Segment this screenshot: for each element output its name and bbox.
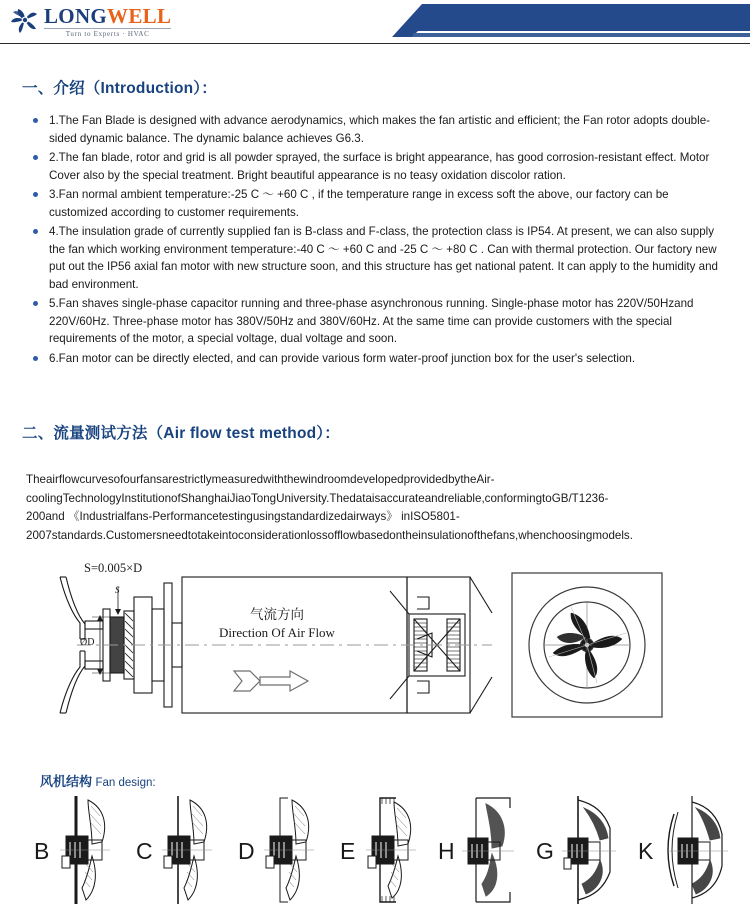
- airflow-diagram: [22, 561, 728, 731]
- banner-stripe-lower: [392, 33, 750, 37]
- fan-design-item-e[interactable]: [338, 794, 438, 909]
- list-item: 6.Fan motor can be directly elected, and can provide various form water-proof junction box for the user's selection.: [32, 350, 728, 368]
- fan-design-letter: B: [34, 838, 50, 864]
- fan-profile-c-icon: [160, 794, 234, 906]
- fan-design-letter: H: [438, 838, 455, 864]
- airflow-label-en: Direction Of Air Flow: [219, 625, 335, 640]
- gap-formula-label: S=0.005×D: [84, 561, 143, 575]
- fan-profile-b-icon: [58, 794, 132, 906]
- airflow-heading: 二、流量测试方法（Air flow test method）：: [22, 425, 340, 442]
- fan-design-item-h[interactable]: [436, 794, 536, 909]
- fan-design-letter: G: [536, 838, 554, 864]
- fan-profile-g-icon: [560, 794, 640, 906]
- diameter-dimension-label: ØD: [80, 637, 95, 648]
- list-item: 5.Fan shaves single-phase capacitor running and three-phase asynchronous running. Single-phase motor has 220V/50Hzand 220V/60Hz. Three-phase motor has 380V/50Hz and 380V/60Hz. At the same time can provide customers with the special requirements of the motor, a special voltage, dual voltage and soon.: [32, 295, 728, 348]
- company-logo[interactable]: [10, 5, 171, 38]
- fan-front-view: [512, 573, 662, 717]
- list-item: 2.The fan blade, rotor and grid is all powder sprayed, the surface is bright appearance, has good corrosion-resistant effect. Motor Cover also by the special treatment. Bright beautiful appearance is no teasy oxidation discolor ration.: [32, 149, 728, 184]
- fan-design-letter: E: [340, 838, 356, 864]
- list-item: 1.The Fan Blade is designed with advance aerodynamics, which makes the fan artistic and efficient; the Fan rotor adopts double-sided dynamic balance. The dynamic balance achieves G6.3.: [32, 112, 728, 147]
- logo-word-secondary: WELL: [107, 4, 172, 28]
- fan-impeller-icon: [10, 5, 40, 35]
- fan-design-item-g[interactable]: [534, 794, 634, 909]
- introduction-heading: 一、介绍（Introduction）：: [22, 80, 217, 97]
- page-header: [0, 0, 750, 44]
- airflow-arrow: [234, 671, 308, 691]
- airflow-paragraph: TheairflowcurvesofourfansarestrictlymeasuredwiththewindroomdevelopedprovidedbytheAir-coolingTechnologyInstitutionofShanghaiJiaoTongUniversity.Thedataisaccurateandreliable,conformingtoGB/T1236-200and 《Industrialfans-Performancetestingusingstandardizedairways》 inISO5801-2007standards.Customersneedtotakeintoconsiderationlossofflowbasedontheinsulationofthefans,whenchoosingmodels.: [26, 473, 633, 542]
- banner-stripe-white: [392, 31, 750, 33]
- fan-design-heading-cn: 风机结构: [40, 774, 93, 789]
- introduction-bullet-list: [22, 112, 728, 367]
- fan-profile-k-icon: [662, 794, 748, 906]
- logo-wordmark: [44, 6, 171, 27]
- fan-design-row: [22, 794, 728, 909]
- fan-profile-d-icon: [262, 794, 336, 906]
- fan-design-item-k[interactable]: [636, 794, 736, 909]
- header-banner: [392, 4, 750, 37]
- airflow-label-cn: 气流方向: [250, 607, 304, 622]
- gap-dimension-label: S: [115, 585, 120, 595]
- list-item: 4.The insulation grade of currently supplied fan is B-class and F-class, the protection class is IP54. At present, we can also supply the fan which working environment temperature:-40 C ～ +60 C and -25 C ～ +80 C . Can with thermal protection. Our factory new put out the IP56 axial fan motor with new structure soon, and this structure has get national patent. It can apply to the humidity and bad environment.: [32, 223, 728, 293]
- fan-design-letter: D: [238, 838, 255, 864]
- fan-profile-h-icon: [462, 794, 536, 906]
- header-underline: [0, 43, 750, 44]
- fan-design-letter: C: [136, 838, 153, 864]
- list-item: 3.Fan normal ambient temperature:-25 C ～ +60 C , if the temperature range in excess soft the above, our factory can be customized according to customer requirements.: [32, 186, 728, 221]
- fan-design-heading-en: Fan design:: [95, 777, 156, 789]
- fan-design-heading: [40, 771, 728, 790]
- fan-design-item-b[interactable]: [32, 794, 132, 909]
- fan-profile-e-icon: [364, 794, 438, 906]
- logo-word-primary: LONG: [44, 4, 108, 28]
- fan-design-item-c[interactable]: [134, 794, 234, 909]
- logo-tagline: Turn to Experts · HVAC: [65, 30, 150, 38]
- fan-design-letter: K: [638, 838, 654, 864]
- airflow-diagram-svg: [22, 561, 728, 731]
- fan-design-item-d[interactable]: [236, 794, 336, 909]
